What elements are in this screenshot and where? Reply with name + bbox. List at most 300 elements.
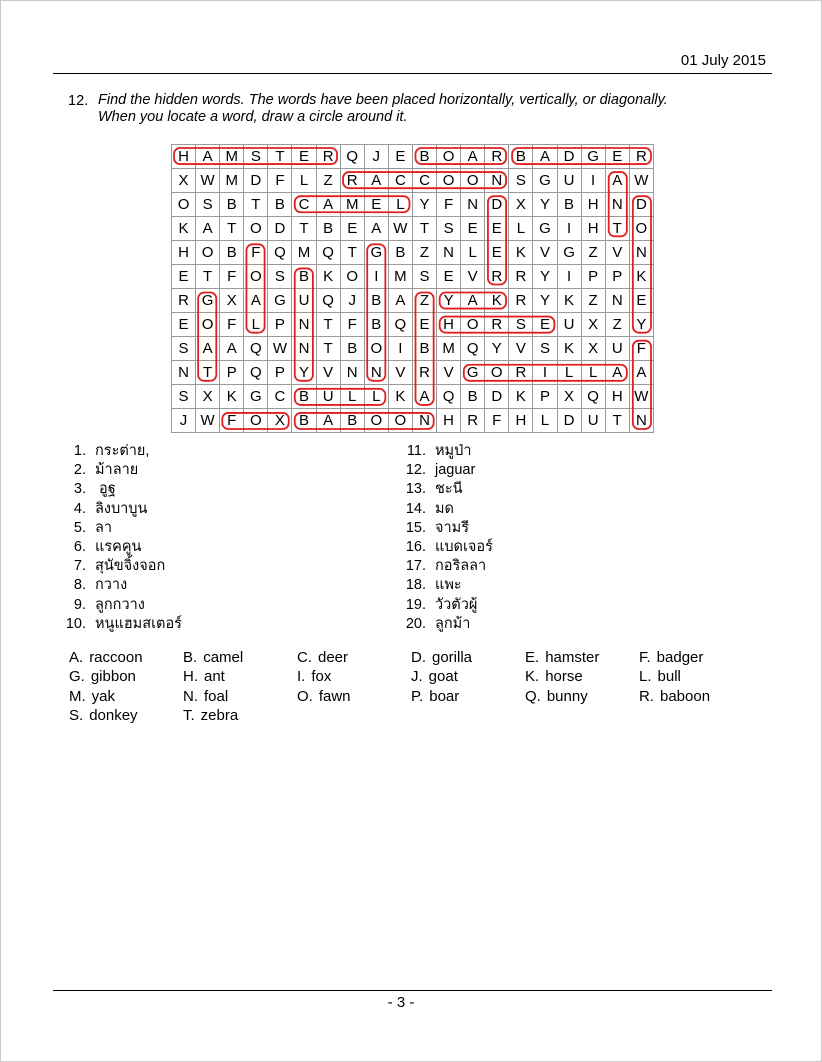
grid-cell[interactable]: E [388, 145, 412, 169]
choice-item [411, 688, 459, 705]
grid-cell[interactable]: M [220, 145, 244, 169]
grid-cell[interactable]: A [244, 289, 268, 313]
grid-cell[interactable]: A [605, 361, 629, 385]
grid-cell[interactable]: A [364, 169, 388, 193]
grid-cell[interactable]: Q [581, 385, 605, 409]
grid-cell[interactable]: T [196, 361, 220, 385]
grid-cell[interactable]: B [340, 337, 364, 361]
grid-cell[interactable]: U [557, 313, 581, 337]
grid-cell[interactable]: E [437, 265, 461, 289]
grid-cell[interactable]: V [533, 241, 557, 265]
choice-letter: F. [639, 649, 651, 666]
choice-item [639, 688, 710, 705]
grid-cell[interactable]: L [388, 193, 412, 217]
grid-cell[interactable]: N [485, 169, 509, 193]
clue-number: 1. [73, 443, 86, 459]
grid-cell[interactable]: O [340, 265, 364, 289]
grid-cell[interactable]: B [292, 409, 316, 433]
clue-number: 4. [73, 500, 86, 517]
clue-item [396, 461, 493, 480]
grid-cell[interactable]: N [412, 409, 436, 433]
grid-cell[interactable]: W [268, 337, 292, 361]
grid-cell[interactable]: B [557, 193, 581, 217]
grid-cell[interactable]: G [533, 169, 557, 193]
grid-cell[interactable]: G [581, 145, 605, 169]
grid-cell[interactable]: E [533, 313, 557, 337]
grid-cell[interactable]: Q [316, 289, 340, 313]
grid-cell[interactable]: K [509, 241, 533, 265]
grid-cell[interactable]: K [316, 265, 340, 289]
grid-cell[interactable]: I [388, 337, 412, 361]
grid-cell[interactable]: E [292, 145, 316, 169]
clue-number: 16. [405, 538, 426, 555]
grid-cell[interactable]: N [292, 337, 316, 361]
grid-cell[interactable]: Y [629, 313, 653, 337]
grid-cell[interactable]: S [172, 337, 196, 361]
grid-cell[interactable]: Z [412, 289, 436, 313]
grid-cell[interactable]: C [412, 169, 436, 193]
choice-item [639, 668, 681, 685]
grid-cell[interactable]: N [629, 409, 653, 433]
grid-cell[interactable]: A [316, 409, 340, 433]
grid-cell[interactable]: E [629, 289, 653, 313]
grid-cell[interactable]: B [461, 385, 485, 409]
grid-cell[interactable]: X [172, 169, 196, 193]
choice-letter: Q. [525, 687, 541, 705]
grid-cell[interactable]: S [437, 217, 461, 241]
grid-cell[interactable]: T [268, 145, 292, 169]
choice-item [183, 707, 238, 724]
choice-item [69, 649, 143, 666]
grid-cell[interactable]: W [196, 169, 220, 193]
grid-cell[interactable]: R [412, 361, 436, 385]
choice-word: deer [318, 649, 349, 666]
grid-row [172, 313, 654, 337]
grid-cell[interactable]: S [533, 337, 557, 361]
grid-cell[interactable]: R [172, 289, 196, 313]
grid-cell[interactable]: Q [268, 241, 292, 265]
grid-cell[interactable]: O [196, 313, 220, 337]
clue-text: ลิงบาบูน [95, 500, 148, 517]
grid-cell[interactable]: X [196, 385, 220, 409]
grid-cell[interactable]: X [557, 385, 581, 409]
clue-text: ลูกม้า [435, 615, 471, 632]
clue-text: แพะ [435, 577, 462, 594]
grid-cell[interactable]: P [581, 265, 605, 289]
grid-cell[interactable]: V [388, 361, 412, 385]
grid-cell[interactable]: G [268, 289, 292, 313]
grid-cell[interactable]: Q [244, 361, 268, 385]
clue-item [56, 576, 182, 595]
clue-item [56, 557, 182, 576]
grid-cell[interactable]: G [196, 289, 220, 313]
grid-cell[interactable]: A [316, 193, 340, 217]
grid-cell[interactable]: I [364, 265, 388, 289]
grid-cell[interactable]: Z [581, 241, 605, 265]
grid-cell[interactable]: A [461, 289, 485, 313]
grid-cell[interactable]: O [244, 217, 268, 241]
grid-cell[interactable]: R [485, 145, 509, 169]
grid-cell[interactable]: B [364, 289, 388, 313]
grid-cell[interactable]: D [557, 145, 581, 169]
grid-cell[interactable]: G [533, 217, 557, 241]
grid-cell[interactable]: Q [437, 385, 461, 409]
grid-cell[interactable]: B [364, 313, 388, 337]
grid-cell[interactable]: K [557, 289, 581, 313]
grid-cell[interactable]: P [605, 265, 629, 289]
grid-cell[interactable]: P [220, 361, 244, 385]
grid-cell[interactable]: T [340, 241, 364, 265]
grid-cell[interactable]: Q [461, 337, 485, 361]
grid-cell[interactable]: C [268, 385, 292, 409]
clue-text: jaguar [435, 462, 476, 479]
grid-cell[interactable]: B [412, 145, 436, 169]
grid-row [172, 409, 654, 433]
grid-cell[interactable]: V [509, 337, 533, 361]
grid-cell[interactable]: Y [485, 337, 509, 361]
grid-cell[interactable]: B [509, 145, 533, 169]
grid-cell[interactable]: B [412, 337, 436, 361]
grid-cell[interactable]: L [509, 217, 533, 241]
grid-cell[interactable]: U [557, 169, 581, 193]
grid-cell[interactable]: A [412, 385, 436, 409]
grid-cell[interactable]: A [364, 217, 388, 241]
grid-cell[interactable]: R [509, 361, 533, 385]
grid-cell[interactable]: L [364, 385, 388, 409]
grid-cell[interactable]: Y [533, 289, 557, 313]
grid-cell[interactable]: B [268, 193, 292, 217]
grid-cell[interactable]: W [196, 409, 220, 433]
grid-cell[interactable]: T [316, 337, 340, 361]
grid-cell[interactable]: G [244, 385, 268, 409]
grid-cell[interactable]: W [388, 217, 412, 241]
clue-number: 14. [405, 500, 426, 517]
grid-cell[interactable]: A [461, 145, 485, 169]
grid-cell[interactable]: N [605, 193, 629, 217]
grid-cell[interactable]: V [605, 241, 629, 265]
grid-cell[interactable]: W [629, 385, 653, 409]
grid-cell[interactable]: T [605, 409, 629, 433]
grid-cell[interactable]: L [340, 385, 364, 409]
choice-letter: B. [183, 649, 198, 666]
grid-cell[interactable]: F [437, 193, 461, 217]
grid-cell[interactable]: V [437, 361, 461, 385]
grid-cell[interactable]: S [412, 265, 436, 289]
choice-item [69, 707, 138, 724]
clue-text: ชะนี [435, 481, 463, 498]
grid-cell[interactable]: R [316, 145, 340, 169]
grid-cell[interactable]: S [268, 265, 292, 289]
grid-cell[interactable]: F [244, 241, 268, 265]
grid-cell[interactable]: X [509, 193, 533, 217]
grid-cell[interactable]: H [581, 217, 605, 241]
grid-cell[interactable]: G [364, 241, 388, 265]
grid-cell[interactable]: N [172, 361, 196, 385]
grid-cell[interactable]: A [196, 145, 220, 169]
grid-cell[interactable]: J [172, 409, 196, 433]
grid-cell[interactable]: K [557, 337, 581, 361]
grid-cell[interactable]: O [388, 409, 412, 433]
grid-cell[interactable]: A [220, 337, 244, 361]
grid-cell[interactable]: A [196, 217, 220, 241]
grid-cell[interactable]: H [437, 409, 461, 433]
choice-item [183, 668, 225, 685]
grid-cell[interactable]: H [605, 385, 629, 409]
grid-cell[interactable]: E [485, 217, 509, 241]
grid-cell[interactable]: E [461, 217, 485, 241]
choice-letter: O. [297, 687, 313, 705]
grid-cell[interactable]: E [172, 265, 196, 289]
grid-cell[interactable]: T [220, 217, 244, 241]
grid-cell[interactable]: S [172, 385, 196, 409]
choice-letter: C. [297, 649, 312, 666]
grid-cell[interactable]: A [388, 289, 412, 313]
grid-cell[interactable]: R [629, 145, 653, 169]
grid-cell[interactable]: Y [437, 289, 461, 313]
grid-cell[interactable]: Q [340, 145, 364, 169]
grid-row [172, 337, 654, 361]
clue-number: 6. [73, 538, 86, 555]
grid-row [172, 193, 654, 217]
grid-cell[interactable]: C [388, 169, 412, 193]
grid-cell[interactable]: X [581, 313, 605, 337]
grid-cell[interactable]: T [316, 313, 340, 337]
grid-cell[interactable]: B [292, 265, 316, 289]
grid-cell[interactable]: M [292, 241, 316, 265]
grid-cell[interactable]: M [437, 337, 461, 361]
grid-cell[interactable]: J [340, 289, 364, 313]
grid-cell[interactable]: G [557, 241, 581, 265]
grid-cell[interactable]: Y [292, 361, 316, 385]
grid-cell[interactable]: Z [605, 313, 629, 337]
clue-text: อูฐ [95, 481, 116, 498]
choice-word: hamster [545, 649, 600, 666]
grid-cell[interactable]: A [533, 145, 557, 169]
grid-cell[interactable]: N [461, 193, 485, 217]
clue-text: กระต่าย, [95, 443, 150, 459]
grid-cell[interactable]: D [629, 193, 653, 217]
grid-cell[interactable]: Q [316, 241, 340, 265]
grid-cell[interactable]: B [388, 241, 412, 265]
grid-cell[interactable]: P [268, 313, 292, 337]
grid-cell[interactable]: S [196, 193, 220, 217]
grid-cell[interactable]: L [461, 241, 485, 265]
grid-cell[interactable]: V [461, 265, 485, 289]
grid-cell[interactable]: I [557, 217, 581, 241]
grid-cell[interactable]: W [629, 169, 653, 193]
grid-cell[interactable]: V [316, 361, 340, 385]
grid-cell[interactable]: I [581, 169, 605, 193]
grid-cell[interactable]: P [533, 385, 557, 409]
grid-cell[interactable]: A [605, 169, 629, 193]
grid-cell[interactable]: O [437, 145, 461, 169]
grid-cell[interactable]: E [605, 145, 629, 169]
grid-cell[interactable]: S [509, 313, 533, 337]
choice-word: baboon [660, 687, 711, 705]
grid-cell[interactable]: N [629, 241, 653, 265]
grid-cell[interactable]: Q [388, 313, 412, 337]
clue-number: 12. [405, 462, 426, 479]
choice-word: bunny [546, 687, 588, 705]
grid-cell[interactable]: D [485, 385, 509, 409]
grid-cell[interactable]: E [340, 217, 364, 241]
grid-cell[interactable]: D [485, 193, 509, 217]
grid-cell[interactable]: H [172, 241, 196, 265]
grid-cell[interactable]: Y [412, 193, 436, 217]
choice-word: fox [311, 668, 332, 686]
grid-cell[interactable]: E [364, 193, 388, 217]
grid-cell[interactable]: K [220, 385, 244, 409]
choice-letter: K. [525, 668, 540, 686]
clue-list-left [56, 442, 182, 634]
grid-cell[interactable]: U [292, 289, 316, 313]
grid-cell[interactable]: B [316, 217, 340, 241]
grid-cell[interactable]: K [172, 217, 196, 241]
clue-item [56, 538, 182, 557]
grid-row [172, 217, 654, 241]
grid-cell[interactable]: A [629, 361, 653, 385]
grid-cell[interactable]: Q [244, 337, 268, 361]
grid-cell[interactable]: E [485, 241, 509, 265]
grid-cell[interactable]: Y [533, 193, 557, 217]
grid-cell[interactable]: O [629, 217, 653, 241]
choice-word: donkey [89, 706, 138, 724]
grid-cell[interactable]: K [485, 289, 509, 313]
grid-cell[interactable]: T [292, 217, 316, 241]
grid-cell[interactable]: H [172, 145, 196, 169]
grid-cell[interactable]: T [412, 217, 436, 241]
grid-cell[interactable]: F [629, 337, 653, 361]
grid-cell[interactable]: Z [581, 289, 605, 313]
grid-cell[interactable]: B [220, 193, 244, 217]
grid-cell[interactable]: G [461, 361, 485, 385]
grid-cell[interactable]: L [292, 169, 316, 193]
choice-item [411, 668, 458, 685]
grid-cell[interactable]: H [581, 193, 605, 217]
grid-cell[interactable]: D [557, 409, 581, 433]
choice-item [525, 688, 588, 705]
grid-cell[interactable]: B [340, 409, 364, 433]
choice-word: zebra [200, 706, 239, 724]
choice-item [183, 688, 228, 705]
grid-cell[interactable]: Z [316, 169, 340, 193]
choice-letter: S. [69, 706, 84, 724]
clue-item [56, 461, 182, 480]
clue-number: 15. [405, 519, 426, 536]
grid-cell[interactable]: F [268, 169, 292, 193]
grid-cell[interactable]: O [364, 409, 388, 433]
grid-cell[interactable]: O [244, 409, 268, 433]
grid-cell[interactable]: R [509, 265, 533, 289]
grid-cell[interactable]: N [437, 241, 461, 265]
grid-cell[interactable]: F [220, 313, 244, 337]
grid-cell[interactable]: S [509, 169, 533, 193]
grid-cell[interactable]: L [581, 361, 605, 385]
grid-cell[interactable]: R [485, 313, 509, 337]
choice-word: yak [91, 687, 116, 705]
grid-cell[interactable]: F [485, 409, 509, 433]
grid-cell[interactable]: I [533, 361, 557, 385]
page-number: - 3 - [387, 994, 415, 1011]
clue-item [56, 500, 182, 519]
grid-cell[interactable]: S [244, 145, 268, 169]
grid-cell[interactable]: U [581, 409, 605, 433]
grid-cell[interactable]: Z [412, 241, 436, 265]
grid-cell[interactable]: N [364, 361, 388, 385]
grid-cell[interactable]: R [461, 409, 485, 433]
grid-cell[interactable]: O [461, 313, 485, 337]
grid-cell[interactable]: N [340, 361, 364, 385]
clue-text: แบดเจอร์ [435, 538, 493, 555]
grid-cell[interactable]: K [388, 385, 412, 409]
grid-cell[interactable]: K [629, 265, 653, 289]
grid-cell[interactable]: R [509, 289, 533, 313]
grid-cell[interactable]: E [172, 313, 196, 337]
grid-cell[interactable]: L [244, 313, 268, 337]
grid-cell[interactable]: X [581, 337, 605, 361]
grid-cell[interactable]: B [292, 385, 316, 409]
grid-cell[interactable]: M [220, 169, 244, 193]
grid-cell[interactable]: T [244, 193, 268, 217]
grid-cell[interactable]: O [196, 241, 220, 265]
grid-cell[interactable]: F [220, 265, 244, 289]
grid-cell[interactable]: E [412, 313, 436, 337]
grid-cell[interactable]: B [220, 241, 244, 265]
grid-cell[interactable]: M [340, 193, 364, 217]
clue-item [396, 615, 493, 634]
grid-cell[interactable]: U [605, 337, 629, 361]
grid-cell[interactable]: T [196, 265, 220, 289]
grid-cell[interactable]: X [268, 409, 292, 433]
grid-cell[interactable]: F [220, 409, 244, 433]
grid-cell[interactable]: K [509, 385, 533, 409]
clue-text: จามรี [435, 519, 469, 536]
grid-cell[interactable]: P [268, 361, 292, 385]
choice-item [297, 649, 348, 666]
grid-cell[interactable]: I [557, 265, 581, 289]
grid-cell[interactable]: L [533, 409, 557, 433]
grid-cell[interactable]: N [605, 289, 629, 313]
grid-cell[interactable]: Y [533, 265, 557, 289]
grid-cell[interactable]: H [509, 409, 533, 433]
grid-cell[interactable]: O [364, 337, 388, 361]
grid-cell[interactable]: X [220, 289, 244, 313]
grid-cell[interactable]: D [268, 217, 292, 241]
grid-cell[interactable]: O [485, 361, 509, 385]
clue-item [396, 519, 493, 538]
grid-cell[interactable]: M [388, 265, 412, 289]
grid-cell[interactable]: R [340, 169, 364, 193]
grid-cell[interactable]: D [244, 169, 268, 193]
grid-cell[interactable]: H [437, 313, 461, 337]
grid-cell[interactable]: R [485, 265, 509, 289]
grid-cell[interactable]: U [316, 385, 340, 409]
grid-cell[interactable]: C [292, 193, 316, 217]
grid-cell[interactable]: O [437, 169, 461, 193]
grid-cell[interactable]: A [196, 337, 220, 361]
footer-rule [53, 990, 772, 991]
grid-cell[interactable]: O [244, 265, 268, 289]
grid-cell[interactable]: J [364, 145, 388, 169]
grid-cell[interactable]: F [340, 313, 364, 337]
grid-cell[interactable]: N [292, 313, 316, 337]
grid-cell[interactable]: T [605, 217, 629, 241]
clue-text: ลา [95, 519, 113, 536]
grid-cell[interactable]: O [172, 193, 196, 217]
clue-text: กวาง [95, 577, 128, 594]
grid-cell[interactable]: O [461, 169, 485, 193]
grid-cell[interactable]: L [557, 361, 581, 385]
